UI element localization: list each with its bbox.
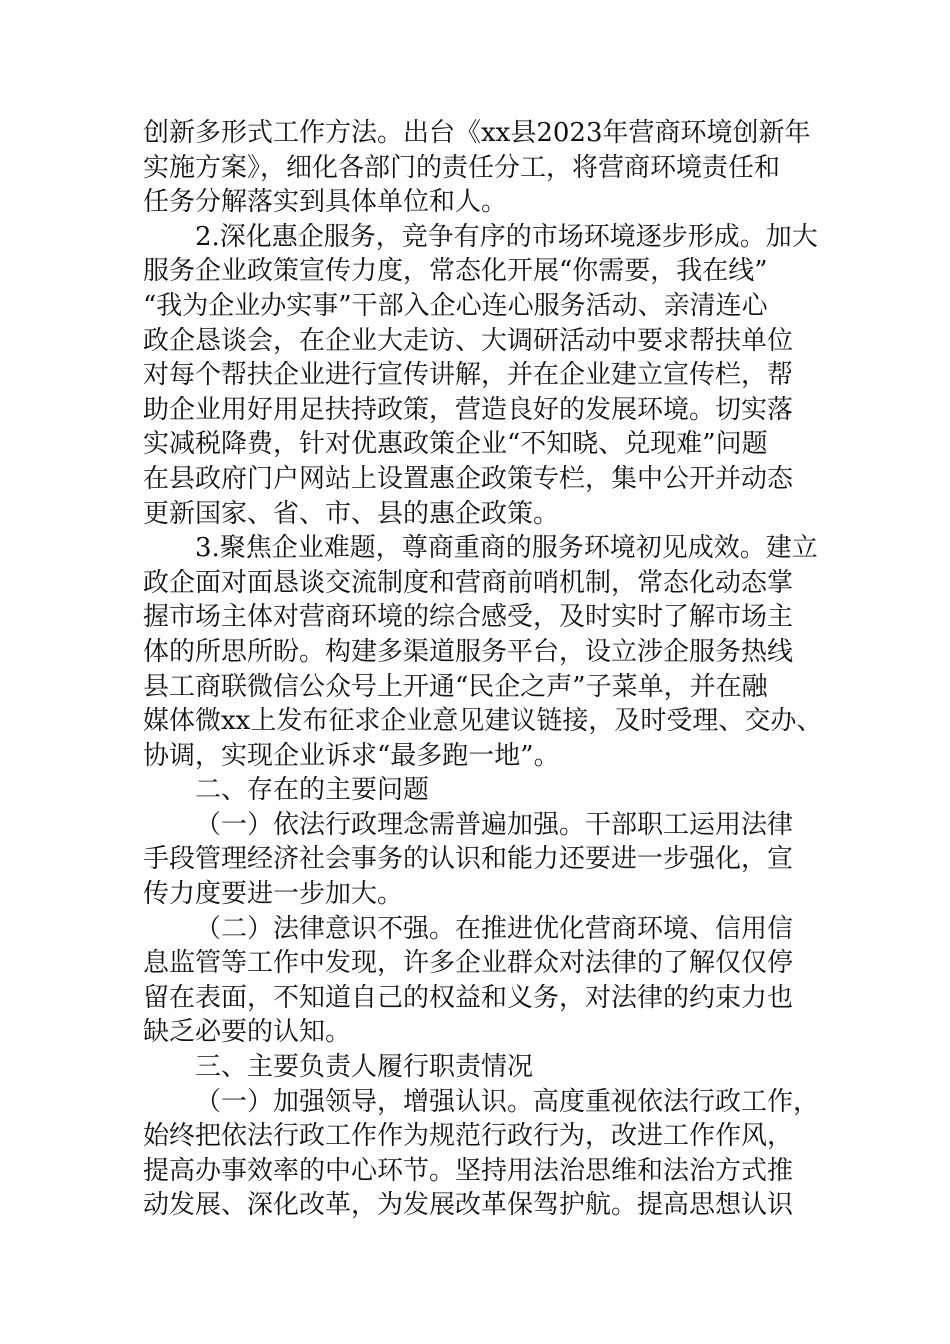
text-line: 县工商联微信公众号上开通“民企之声”子菜单，并在融 [143,671,768,702]
text-line: 提高办事效率的中心环节。坚持用法治思维和法治方式推 [143,1155,794,1186]
text-line: 任务分解落实到具体单位和人。 [143,187,508,218]
text-line: 助企业用好用足扶持政策，营造良好的发展环境。切实落 [143,394,794,425]
text-line: 体的所思所盼。构建多渠道服务平台，设立涉企服务热线 [143,636,794,667]
text-line: 政企面对面恳谈交流制度和营商前哨机制，常态化动态掌 [143,567,794,598]
text-line: （二）法律意识不强。在推进优化营商环境、信用信 [195,913,794,944]
text-line: 手段管理经济社会事务的认识和能力还要进一步强化，宣 [143,844,794,875]
text-line: 实施方案》，细化各部门的责任分工，将营商环境责任和 [143,152,781,183]
text-line: 更新国家、省、市、县的惠企政策。 [143,498,560,529]
text-line: （一）依法行政理念需普遍加强。干部职工运用法律 [195,809,794,840]
text-line: 缺乏必要的认知。 [143,1017,352,1048]
text-line: 动发展、深化改革，为发展改革保驾护航。提高思想认识 [143,1190,794,1221]
text-line: 二、存在的主要问题 [195,775,430,806]
text-line: 2.深化惠企服务，竞争有序的市场环境逐步形成。加大 [195,221,818,252]
text-line: 媒体微xx上发布征求企业意见建议链接，及时受理、交办、 [143,706,823,737]
text-line: 创新多形式工作方法。出台《xx县2023年营商环境创新年 [143,118,811,148]
text-line: 握市场主体对营商环境的综合感受，及时实时了解市场主 [143,602,794,633]
text-line: 在县政府门户网站上设置惠企政策专栏，集中公开并动态 [143,463,794,494]
text-line: “我为企业办实事”干部入企心连心服务活动、亲清连心 [143,290,768,321]
text-line: 服务企业政策宣传力度，常态化开展“你需要，我在线” [143,256,768,287]
text-line: 始终把依法行政工作作为规范行政行为，改进工作作风， [143,1121,794,1152]
text-line: 协调，实现企业诉求“最多跑一地”。 [143,740,560,771]
text-line: 3.聚焦企业难题，尊商重商的服务环境初见成效。建立 [195,533,818,564]
text-line: （一）加强领导，增强认识。高度重视依法行政工作， [195,1086,820,1117]
text-line: 传力度要进一步加大。 [143,879,404,910]
text-line: 三、主要负责人履行职责情况 [195,1052,534,1083]
text-line: 对每个帮扶企业进行宣传讲解，并在企业建立宣传栏，帮 [143,360,794,391]
document-body [143,116,823,1223]
text-line: 留在表面，不知道自己的权益和义务，对法律的约束力也 [143,982,794,1013]
text-line: 政企恳谈会，在企业大走访、大调研活动中要求帮扶单位 [143,325,794,356]
text-line: 息监管等工作中发现，许多企业群众对法律的了解仅仅停 [143,948,794,979]
text-line: 实减税降费，针对优惠政策企业“不知晓、兑现难”问题 [143,429,768,460]
